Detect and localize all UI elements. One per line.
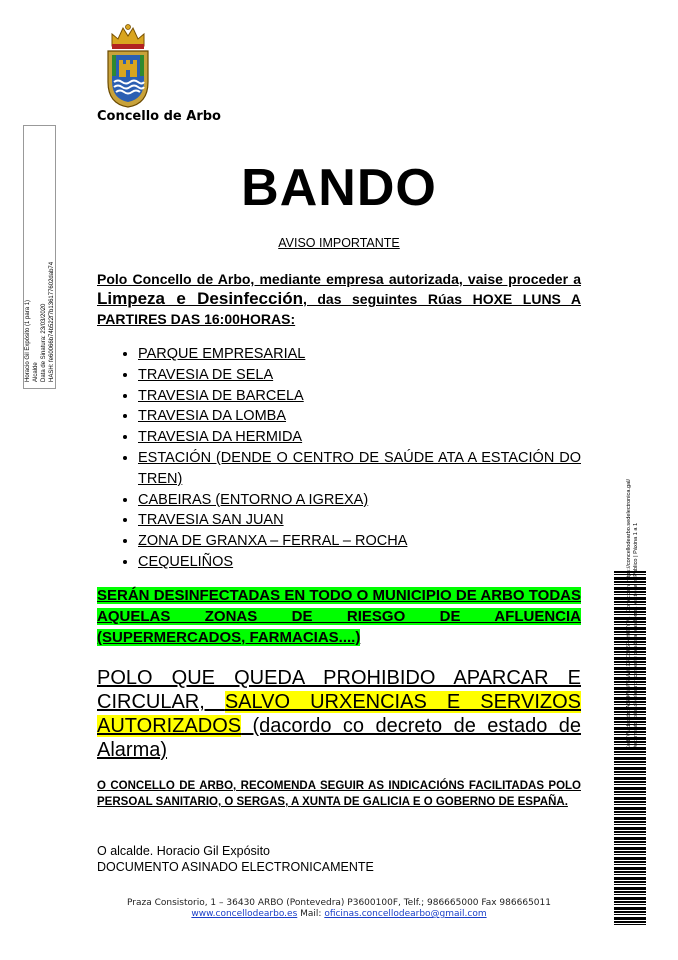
list-item: • TRAVESIA DA LOMBA: [138, 406, 581, 427]
list-item: • PARQUE EMPRESARIAL: [138, 344, 581, 365]
list-item: • CEQUELIÑOS: [138, 552, 581, 573]
intro-text-start: Polo Concello de Arbo, mediante empresa autorizada, vaise proceder a: [97, 271, 581, 287]
document-title: BANDO: [241, 159, 437, 217]
disinfection-notice: [97, 585, 581, 648]
intro-paragraph: [97, 269, 581, 329]
list-item: • TRAVESIA DE SELA: [138, 365, 581, 386]
prohibition-text-start: POLO QUE QUEDA PROHIBIDO APARCAR E CIRCULAR,: [97, 667, 581, 713]
disinfection-notice-text: SERÁN DESINFECTADAS EN TODO O MUNICIPIO DE ARBO TODAS AQUELAS ZONAS DE RIESGO DE AFLUENCIA (SUPERMERCADOS, FARMACIAS....): [97, 587, 581, 646]
intro-emphasis: Limpeza e Desinfección: [97, 289, 303, 308]
stamp-date: Data de Sinatura: 23/03/2020: [40, 303, 47, 382]
validation-text: [626, 370, 640, 750]
page-footer: [0, 898, 678, 920]
signed-electronically-note: DOCUMENTO ASINADO ELECTRONICAMENTE: [97, 860, 374, 874]
website-link[interactable]: www.concellodearbo.es: [191, 909, 298, 919]
validation-platform-note: Documento asinado electronicamente desde a plataforma xestiona esPublico | Páxina 1 a 1: [633, 522, 639, 750]
list-item: • TRAVESIA SAN JUAN: [138, 510, 581, 531]
footer-address: Praza Consistorio, 1 – 36430 ARBO (Pontevedra) P3600100F, Telf.; 986665000 Fax 986665011: [127, 898, 551, 908]
email-link[interactable]: oficinas.concellodearbo@gmail.com: [324, 909, 487, 919]
prohibition-highlight: SALVO URXENCIAS E SERVIZOS AUTORIZADOS: [97, 691, 581, 737]
prohibition-notice: [97, 666, 581, 762]
signer-block: [97, 843, 374, 875]
list-item: • ESTACIÓN (DENDE O CENTRO DE SAÚDE ATA A ESTACIÓN DO TREN): [138, 448, 581, 490]
recommendation-paragraph: O CONCELLO DE ARBO, RECOMENDA SEGUIR AS INDICACIÓNS FACILITADAS POLO PERSOAL SANITARIO, O SERGAS, A XUNTA DE GALICIA E O GOBERNO DE ESPAÑA.: [97, 780, 581, 808]
document-subtitle: AVISO IMPORTANTE: [278, 236, 400, 250]
signer-name: O alcalde. Horacio Gil Expósito: [97, 844, 270, 858]
coat-of-arms-logo: [104, 24, 152, 108]
intro-text-end: , das seguintes Rúas HOXE LUNS A PARTIRES DAS 16:00HORAS:: [97, 291, 581, 327]
street-list: [97, 344, 581, 573]
list-item: • TRAVESIA DA HERMIDA: [138, 427, 581, 448]
list-item: • TRAVESIA DE BARCELA: [138, 386, 581, 407]
footer-contact: [0, 909, 678, 920]
list-item: • ZONA DE GRANXA – FERRAL – ROCHA: [138, 531, 581, 552]
mail-label: Mail:: [297, 909, 325, 919]
stamp-hash: HASH: fe60066b74b522f7b136177602dab74: [48, 261, 55, 382]
stamp-signer: Horacio Gil Expósito (1 para 1): [24, 299, 31, 382]
organization-name: Concello de Arbo: [97, 109, 221, 124]
stamp-role: Alcalde: [32, 362, 39, 382]
validation-code: Cod. Validación: A6HKWW3WW2XKCS66R4Y6NYVL | Corrección: https://concellodearbo.sedelectronica.gal/: [626, 478, 632, 750]
prohibition-text-end: (dacordo co decreto de estado de Alarma): [97, 715, 581, 761]
list-item: • CABEIRAS (ENTORNO A IGREXA): [138, 490, 581, 511]
